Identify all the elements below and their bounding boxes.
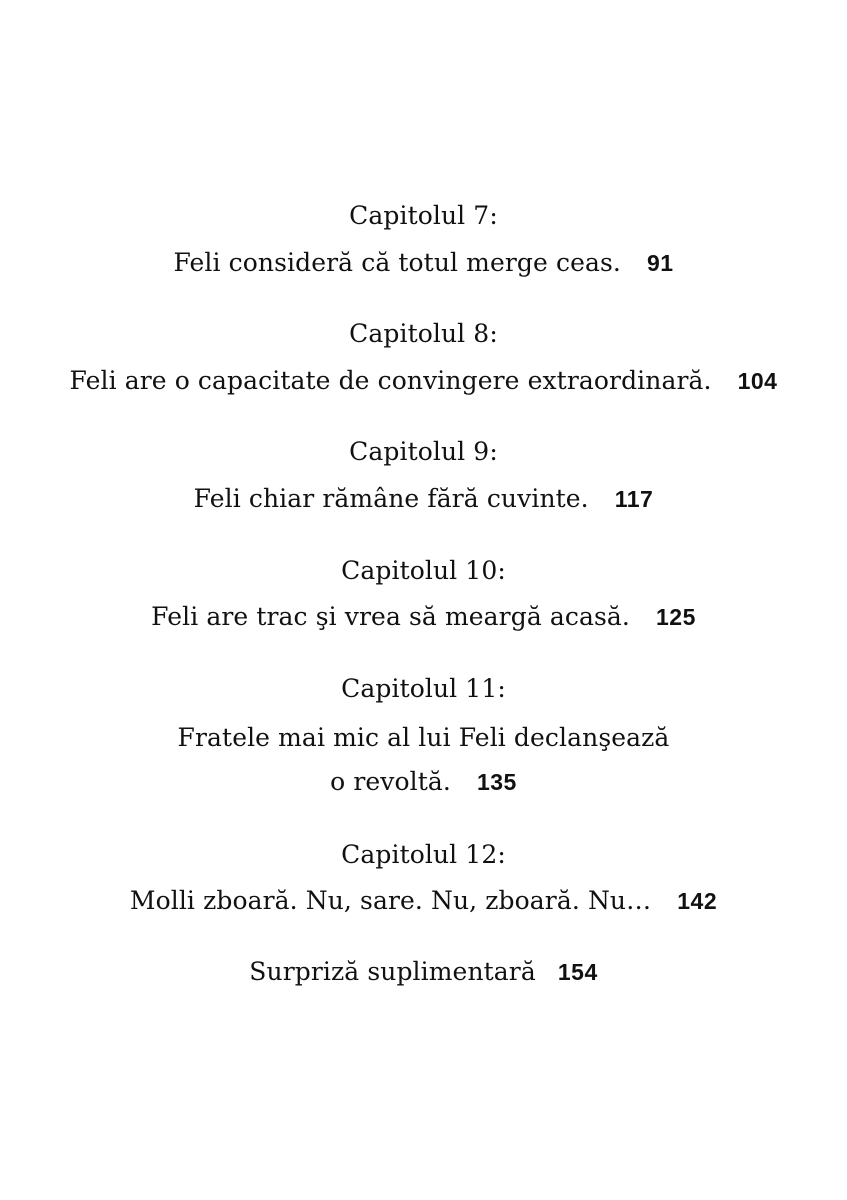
bonus-page-number: 154	[557, 959, 598, 985]
chapter-7-title: Feli consideră că totul merge ceas.	[173, 248, 621, 277]
chapter-9-page-number: 117	[614, 486, 654, 512]
chapter-8-heading: Capitolul 8:	[349, 319, 498, 348]
chapter-9-entry	[0, 483, 847, 515]
chapter-12-heading: Capitolul 12:	[341, 840, 506, 869]
chapter-7-heading: Capitolul 7:	[349, 201, 498, 230]
chapter-10-heading: Capitolul 10:	[341, 556, 506, 585]
chapter-11-page-number: 135	[476, 769, 517, 795]
chapter-8-entry	[0, 365, 847, 397]
chapter-11-entry	[0, 766, 847, 798]
chapter-7-entry	[0, 247, 847, 279]
chapter-11-heading: Capitolul 11:	[341, 674, 506, 703]
chapter-10-entry	[0, 601, 847, 633]
chapter-8-title: Feli are o capacitate de convingere extraordinară.	[69, 366, 712, 395]
chapter-10-title: Feli are trac şi vrea să meargă acasă.	[151, 602, 630, 631]
chapter-11-title-line-1: Fratele mai mic al lui Feli declanşează	[177, 723, 670, 752]
chapter-11-title-line-2: o revoltă.	[330, 767, 451, 796]
chapter-8-page-number: 104	[737, 368, 778, 394]
chapter-10-page-number: 125	[655, 604, 696, 630]
chapter-9-title: Feli chiar rămâne fără cuvinte.	[193, 484, 589, 513]
bonus-entry	[0, 956, 847, 988]
chapter-12-page-number: 142	[677, 888, 718, 914]
bonus-title: Surpriză suplimentară	[249, 957, 536, 986]
chapter-12-entry	[0, 885, 847, 917]
chapter-12-title: Molli zboară. Nu, sare. Nu, zboară. Nu…	[129, 886, 652, 915]
chapter-9-heading: Capitolul 9:	[349, 437, 498, 466]
chapter-7-page-number: 91	[646, 250, 674, 276]
